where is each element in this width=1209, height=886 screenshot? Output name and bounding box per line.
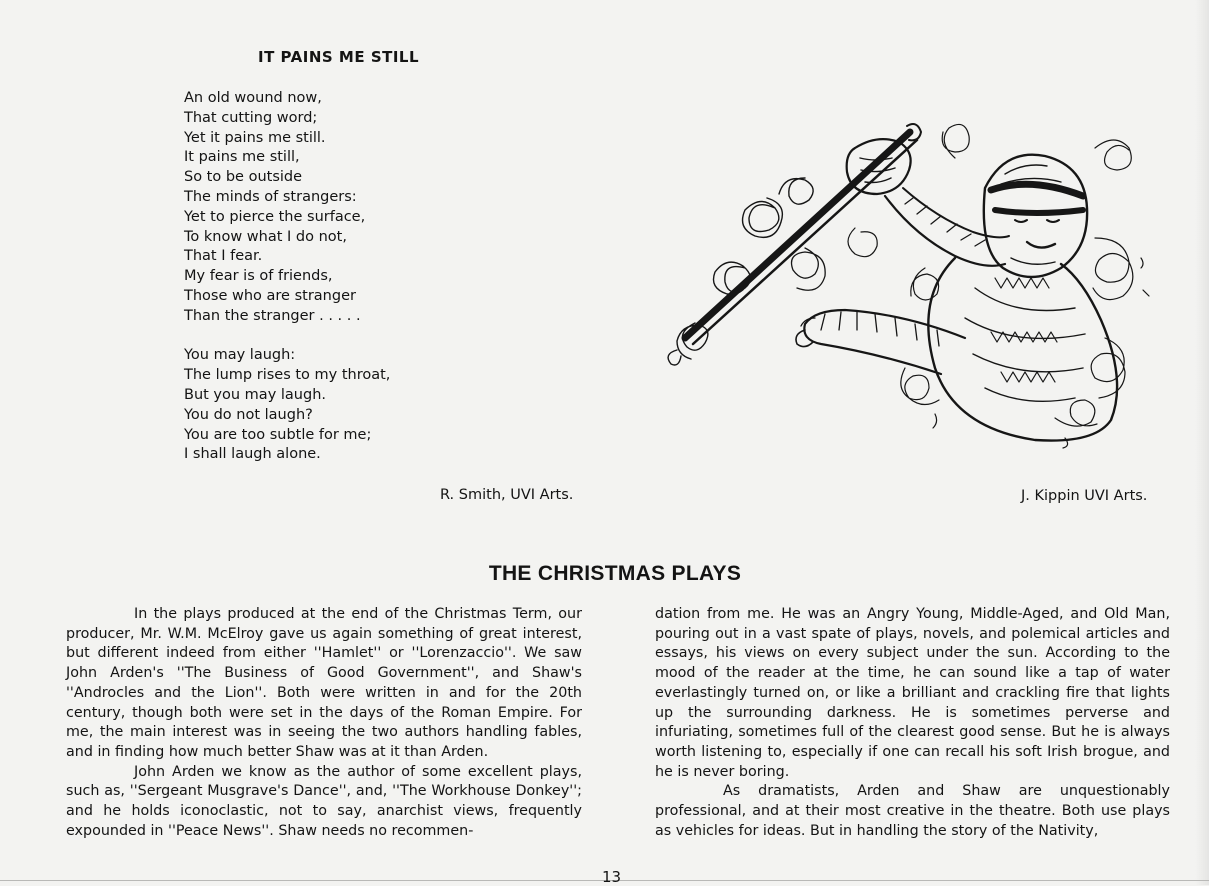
poem-line: But you may laugh. bbox=[184, 386, 326, 403]
poem-line: It pains me still, bbox=[184, 149, 300, 166]
poem-line: You are too subtle for me; bbox=[184, 426, 372, 443]
poem-line: You may laugh: bbox=[184, 347, 296, 364]
poem-line: So to be outside bbox=[184, 169, 303, 186]
poem-line: That cutting word; bbox=[184, 109, 318, 126]
poem-line: Yet it pains me still. bbox=[184, 129, 326, 146]
poem-line: My fear is of friends, bbox=[184, 268, 333, 285]
article-paragraph: As dramatists, Arden and Shaw are unquestionably professional, and at their most creative in the theatre. Both use plays as vehicles for ideas. But in handling the story of the Nativity, bbox=[655, 783, 1170, 839]
article-paragraph: In the plays produced at the end of the Christmas Term, our producer, Mr. W.M. McElroy gave us again something of great interest, but different indeed from either ''Hamlet'' or ''Lorenzaccio''. We saw John Arden's ''The Business of Good Government'', and Shaw's ''Androcles and the Lion''. Both were written in and for the 20th century, though both were set in the days of the Roman Empire. For me, the main interest was in seeing the two authors handling fables, and in finding how much better Shaw was at it than Arden. bbox=[66, 606, 582, 760]
page-edge-shadow bbox=[1195, 0, 1209, 885]
poem-author-credit: R. Smith, UVI Arts. bbox=[440, 487, 574, 503]
poem-line: I shall laugh alone. bbox=[184, 446, 321, 463]
illustration-artist-credit: J. Kippin UVI Arts. bbox=[1021, 488, 1148, 504]
poem-line: An old wound now, bbox=[184, 90, 322, 106]
poem-line: That I fear. bbox=[184, 248, 263, 265]
poem-line: Those who are stranger bbox=[184, 287, 356, 304]
article-paragraph: John Arden we know as the author of some excellent plays, such as, ''Sergeant Musgrave's Dance'', and, ''The Workhouse Donkey''; and he holds iconoclastic, not to say, anarchist views, frequently expounded in ''Peace News''. Shaw needs no recommen- bbox=[66, 763, 582, 839]
stanza-break bbox=[184, 327, 390, 347]
poem-line: The minds of strangers: bbox=[184, 188, 357, 205]
article-heading: THE CHRISTMAS PLAYS bbox=[488, 562, 742, 585]
poem-line: The lump rises to my throat, bbox=[184, 367, 391, 384]
ink-sketch-illustration bbox=[655, 118, 1155, 453]
poem-line: Yet to pierce the surface, bbox=[184, 208, 366, 225]
poem-line: You do not laugh? bbox=[184, 406, 313, 423]
article-paragraph: dation from me. He was an Angry Young, Middle-Aged, and Old Man, pouring out in a vast spate of plays, novels, and polemical articles and essays, his views on every subject under the sun. According to the mood of the reader at the time, he can sound like a tap of water everlastingly turned on, or like a brilliant and crackling fire that lights up the surrounding darkness. He is sometimes perverse and infuriating, sometimes full of the clearest good sense. But he is always worth listening to, especially if one can recall his soft Irish brogue, and he is never boring. bbox=[655, 606, 1170, 780]
poem-line: Than the stranger . . . . . bbox=[184, 307, 361, 324]
article-column-left bbox=[66, 605, 582, 841]
poem-title: IT PAINS ME STILL bbox=[258, 48, 420, 66]
poem-line: To know what I do not, bbox=[184, 228, 347, 245]
page-number: 13 bbox=[602, 868, 622, 886]
article-column-right bbox=[655, 605, 1170, 841]
poem-body bbox=[184, 89, 390, 465]
